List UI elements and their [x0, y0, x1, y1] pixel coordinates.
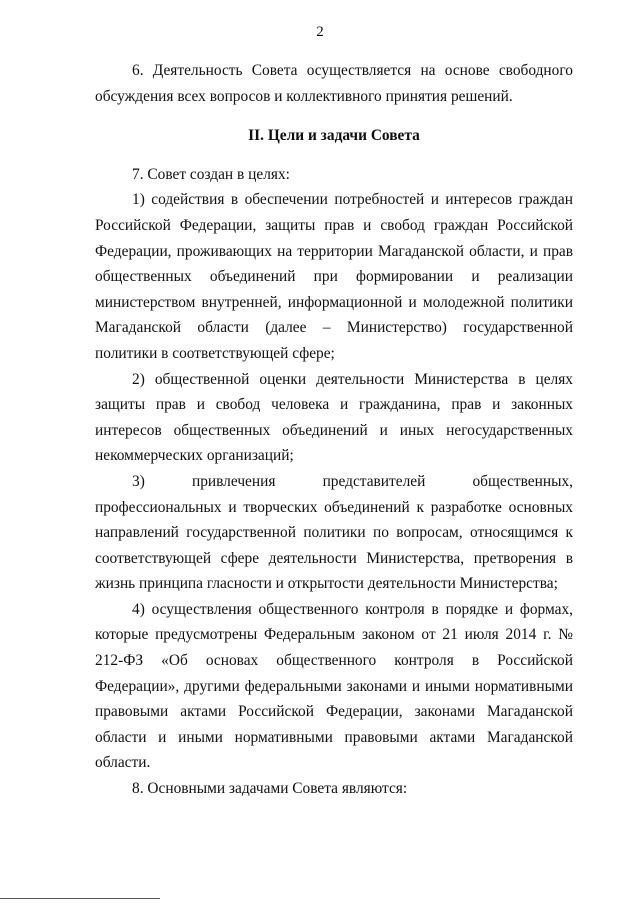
- paragraph-7-item-1: 1) содействия в обеспечении потребностей и интересов граждан Российской Федерации, защиты прав и свобод граждан Российской Федерации, проживающих на территории Магаданской области, и прав общественных объединений при формировании и реализации министерством внутренней, информационной и молодежной политики Магаданской области (далее – Министерство) государственной политики в соответствующей сфере;: [95, 191, 573, 362]
- section-heading: II. Цели и задачи Совета: [248, 127, 420, 145]
- document-body: [95, 58, 573, 802]
- paragraph-7-item-3: 3) привлечения представителей общественных, профессиональных и творческих объединений к разработке основных направлений государственной политики по вопросам, относящимся к соответствующей сфере деятельности Министерства, претворения в жизнь принципа гласности и открытости деятельности Министерства;: [95, 472, 573, 593]
- paragraph-8: 8. Основными задачами Совета являются:: [132, 780, 408, 798]
- paragraph-7-item-2: 2) общественной оценки деятельности Министерства в целях защиты прав и свобод человека и гражданина, прав и законных интересов общественных объединений и иных негосударственных некоммерческих организаций;: [95, 370, 573, 465]
- paragraph-7-item-4: 4) осуществления общественного контроля в порядке и формах, которые предусмотрены Федеральным законом от 21 июля 2014 г. № 212-ФЗ «Об основах общественного контроля в Российской Федерации», другими федеральными законами и иными нормативными правовыми актами Российской Федерации, законами Магаданской области и иными нормативными правовыми актами Магаданской области.: [95, 600, 573, 772]
- paragraph-6: 6. Деятельность Совета осуществляется на основе свободного обсуждения всех вопросов и коллективного принятия решений.: [95, 62, 573, 105]
- paragraph-7: 7. Совет создан в целях:: [132, 165, 290, 183]
- page-number: 2: [316, 24, 324, 40]
- footnote-divider: [0, 898, 160, 899]
